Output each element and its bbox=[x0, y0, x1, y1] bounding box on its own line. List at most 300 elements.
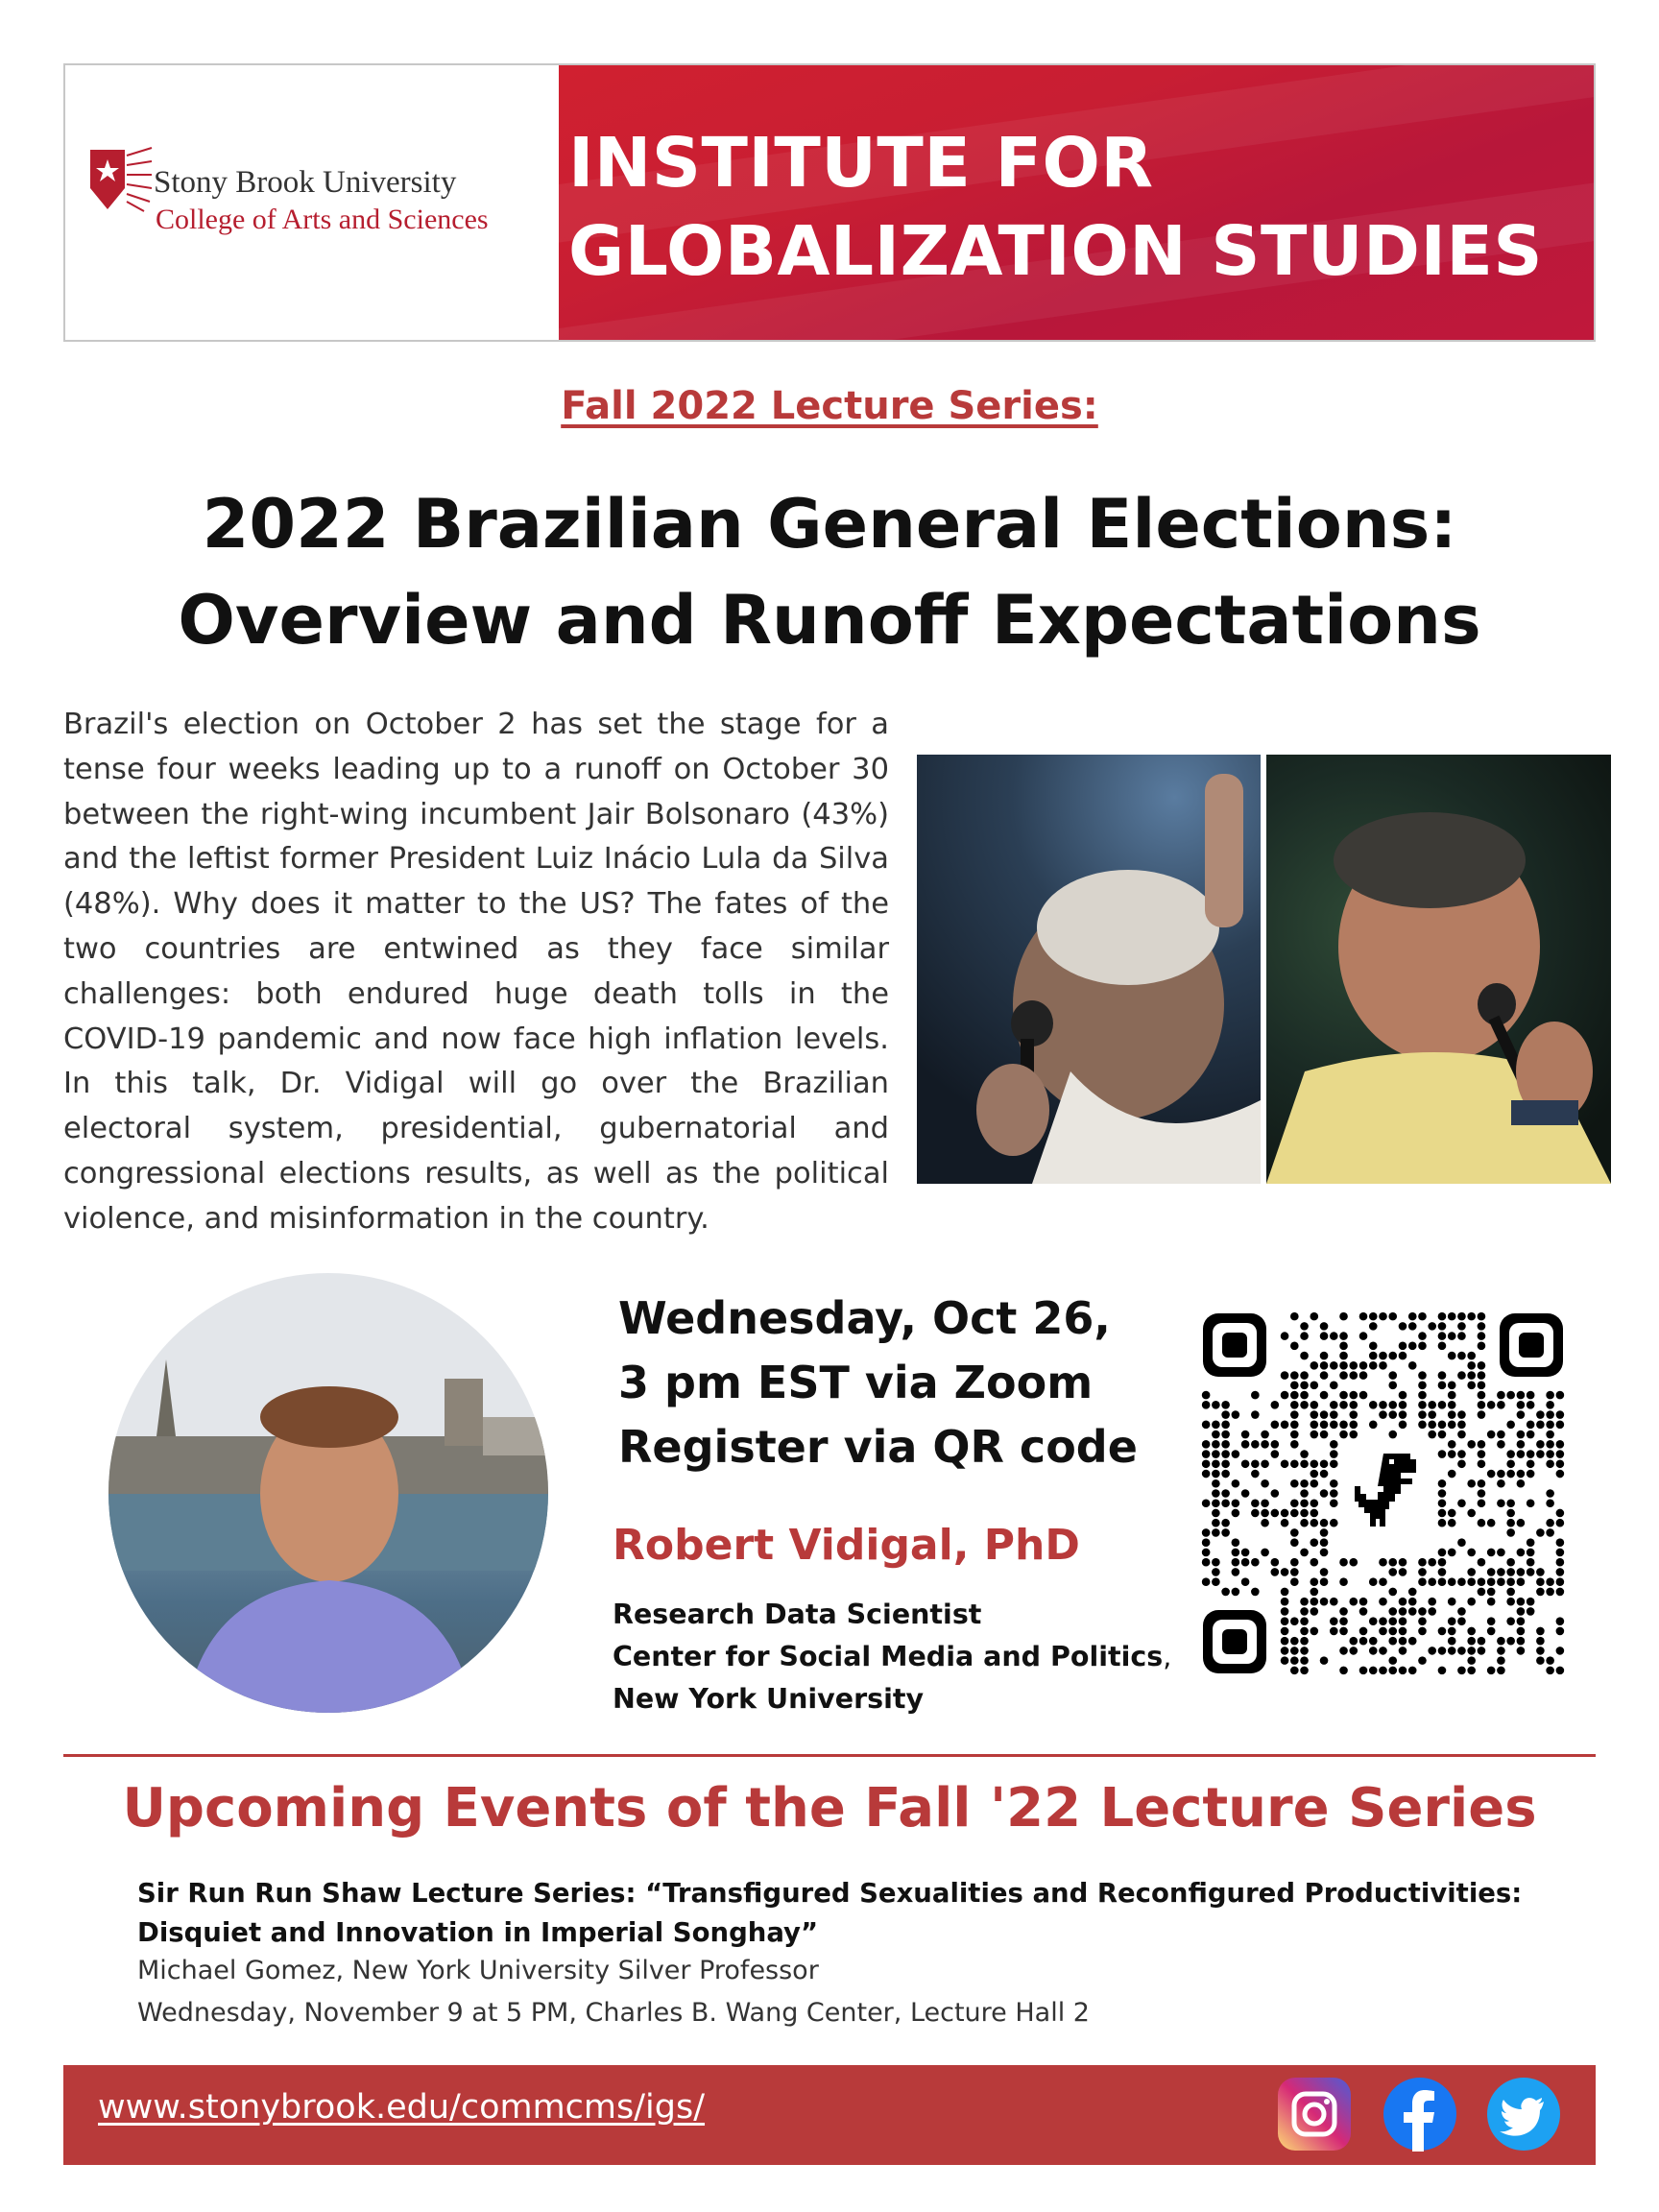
qr-dot bbox=[1261, 1519, 1269, 1527]
qr-dot bbox=[1546, 1431, 1554, 1439]
qr-dot bbox=[1212, 1528, 1220, 1537]
qr-dot bbox=[1281, 1391, 1289, 1400]
qr-dot bbox=[1556, 1450, 1565, 1458]
qr-dot bbox=[1438, 1499, 1447, 1507]
qr-dot bbox=[1320, 1322, 1329, 1331]
qr-dot bbox=[1478, 1479, 1486, 1488]
qr-dot bbox=[1428, 1607, 1436, 1616]
qr-dot bbox=[1457, 1420, 1466, 1429]
qr-dot bbox=[1241, 1440, 1250, 1449]
qr-dot bbox=[1467, 1382, 1476, 1390]
qr-dot bbox=[1438, 1577, 1447, 1586]
college-name: College of Arts and Sciences bbox=[156, 204, 489, 235]
qr-dot bbox=[1251, 1588, 1260, 1597]
qr-dot bbox=[1527, 1499, 1535, 1507]
lecture-title bbox=[0, 476, 1659, 668]
qr-dot bbox=[1457, 1322, 1466, 1331]
qr-dot bbox=[1478, 1410, 1486, 1419]
qr-dot bbox=[1438, 1549, 1447, 1557]
qr-dot bbox=[1448, 1401, 1456, 1409]
qr-dot bbox=[1497, 1499, 1505, 1507]
qr-dot bbox=[1232, 1410, 1240, 1419]
qr-dot bbox=[1536, 1440, 1545, 1449]
qr-dot bbox=[1369, 1420, 1378, 1429]
qr-dot bbox=[1388, 1352, 1397, 1360]
qr-dot bbox=[1202, 1538, 1211, 1547]
qr-dot bbox=[1506, 1391, 1515, 1400]
facebook-icon[interactable] bbox=[1382, 2077, 1457, 2152]
qr-dot bbox=[1339, 1332, 1348, 1340]
qr-dot bbox=[1290, 1577, 1299, 1586]
qr-dot bbox=[1290, 1528, 1299, 1537]
qr-dot bbox=[1467, 1440, 1476, 1449]
qr-dot bbox=[1527, 1558, 1535, 1567]
qr-dot bbox=[1506, 1499, 1515, 1507]
qr-dot bbox=[1536, 1637, 1545, 1646]
qr-dot bbox=[1339, 1371, 1348, 1380]
qr-dot bbox=[1388, 1401, 1397, 1409]
series-label: Fall 2022 Lecture Series: bbox=[561, 384, 1098, 428]
university-logo bbox=[65, 65, 561, 340]
university-name: Stony Brook University bbox=[154, 165, 457, 200]
qr-dot bbox=[1281, 1509, 1289, 1518]
qr-dot bbox=[1290, 1617, 1299, 1625]
qr-dot bbox=[1448, 1420, 1456, 1429]
qr-dot bbox=[1212, 1479, 1220, 1488]
qr-dot bbox=[1438, 1509, 1447, 1518]
qr-dot bbox=[1418, 1371, 1427, 1380]
qr-dot bbox=[1478, 1322, 1486, 1331]
qr-dot bbox=[1330, 1499, 1338, 1507]
qr-dot bbox=[1408, 1322, 1417, 1331]
qr-dot bbox=[1527, 1568, 1535, 1576]
qr-dot bbox=[1339, 1607, 1348, 1616]
qr-dot bbox=[1221, 1401, 1230, 1409]
qr-dot bbox=[1536, 1588, 1545, 1597]
qr-dot bbox=[1281, 1607, 1289, 1616]
qr-dot bbox=[1310, 1607, 1318, 1616]
twitter-icon[interactable] bbox=[1486, 2077, 1561, 2152]
qr-dot bbox=[1556, 1577, 1565, 1586]
qr-dot bbox=[1271, 1420, 1280, 1429]
qr-dot bbox=[1300, 1391, 1309, 1400]
qr-dot bbox=[1202, 1440, 1211, 1449]
qr-dot bbox=[1546, 1401, 1554, 1409]
speaker-center-row bbox=[613, 1636, 1171, 1678]
qr-dot bbox=[1320, 1568, 1329, 1576]
qr-dot bbox=[1438, 1342, 1447, 1351]
institute-title bbox=[568, 119, 1543, 296]
qr-dot bbox=[1448, 1391, 1456, 1400]
qr-dot bbox=[1212, 1489, 1220, 1498]
qr-dot bbox=[1212, 1459, 1220, 1468]
qr-dot bbox=[1369, 1322, 1378, 1331]
qr-dot bbox=[1359, 1607, 1368, 1616]
qr-dot bbox=[1359, 1371, 1368, 1380]
qr-dot bbox=[1388, 1667, 1397, 1675]
qr-dot bbox=[1339, 1312, 1348, 1321]
qr-dot bbox=[1478, 1382, 1486, 1390]
qr-dot bbox=[1379, 1312, 1387, 1321]
qr-dot bbox=[1310, 1577, 1318, 1586]
qr-dot bbox=[1369, 1647, 1378, 1655]
qr-dot bbox=[1448, 1519, 1456, 1527]
qr-dot bbox=[1438, 1371, 1447, 1380]
qr-dot bbox=[1517, 1519, 1526, 1527]
qr-dot bbox=[1388, 1637, 1397, 1646]
qr-dot bbox=[1310, 1588, 1318, 1597]
qr-dot bbox=[1320, 1549, 1329, 1557]
qr-dot bbox=[1202, 1499, 1211, 1507]
qr-dot bbox=[1556, 1519, 1565, 1527]
qr-dot bbox=[1478, 1401, 1486, 1409]
qr-dot bbox=[1320, 1459, 1329, 1468]
qr-dot bbox=[1281, 1519, 1289, 1527]
qr-dot bbox=[1517, 1607, 1526, 1616]
qr-dot bbox=[1232, 1479, 1240, 1488]
qr-dot bbox=[1536, 1410, 1545, 1419]
qr-dot bbox=[1232, 1558, 1240, 1567]
qr-dot bbox=[1379, 1352, 1387, 1360]
qr-dot bbox=[1310, 1312, 1318, 1321]
qr-dot bbox=[1330, 1519, 1338, 1527]
qr-dot bbox=[1448, 1332, 1456, 1340]
qr-dot bbox=[1478, 1391, 1486, 1400]
qr-dot bbox=[1506, 1528, 1515, 1537]
qr-dot bbox=[1467, 1577, 1476, 1586]
qr-dot bbox=[1388, 1617, 1397, 1625]
qr-dot bbox=[1330, 1401, 1338, 1409]
qr-dot bbox=[1517, 1440, 1526, 1449]
qr-dot bbox=[1349, 1598, 1358, 1606]
qr-dot bbox=[1281, 1459, 1289, 1468]
qr-dot bbox=[1300, 1322, 1309, 1331]
qr-dot bbox=[1261, 1509, 1269, 1518]
qr-dot bbox=[1467, 1509, 1476, 1518]
qr-dot bbox=[1428, 1431, 1436, 1439]
footer-bar bbox=[63, 2065, 1596, 2165]
qr-dot bbox=[1467, 1479, 1476, 1488]
qr-dot bbox=[1290, 1647, 1299, 1655]
qr-dot bbox=[1290, 1440, 1299, 1449]
qr-dot bbox=[1467, 1627, 1476, 1636]
qr-dot bbox=[1506, 1519, 1515, 1527]
qr-dot bbox=[1251, 1470, 1260, 1479]
qr-dot bbox=[1438, 1332, 1447, 1340]
qr-dot bbox=[1281, 1627, 1289, 1636]
qr-dot bbox=[1310, 1470, 1318, 1479]
qr-dot bbox=[1388, 1588, 1397, 1597]
qr-dot bbox=[1281, 1617, 1289, 1625]
qr-dot bbox=[1467, 1312, 1476, 1321]
qr-dot bbox=[1418, 1558, 1427, 1567]
qr-dot bbox=[1388, 1558, 1397, 1567]
qr-dot bbox=[1457, 1371, 1466, 1380]
qr-dot bbox=[1506, 1617, 1515, 1625]
qr-dot bbox=[1478, 1499, 1486, 1507]
qr-dot bbox=[1349, 1558, 1358, 1567]
qr-dot bbox=[1418, 1410, 1427, 1419]
upcoming-event-title-line1: Sir Run Run Shaw Lecture Series: “Transfigured Sexualities and Reconfigured Productivities: bbox=[137, 1878, 1523, 1909]
institute-band bbox=[559, 65, 1594, 340]
qr-dot bbox=[1330, 1459, 1338, 1468]
qr-dot bbox=[1478, 1332, 1486, 1340]
qr-finder-top-left bbox=[1203, 1313, 1266, 1377]
qr-dot bbox=[1517, 1577, 1526, 1586]
dino-icon bbox=[1345, 1446, 1422, 1532]
event-date: Wednesday, Oct 26, bbox=[618, 1292, 1111, 1344]
qr-dot bbox=[1339, 1420, 1348, 1429]
qr-dot bbox=[1271, 1450, 1280, 1458]
qr-dot bbox=[1271, 1509, 1280, 1518]
qr-dot bbox=[1448, 1470, 1456, 1479]
qr-dot bbox=[1556, 1558, 1565, 1567]
qr-dot bbox=[1271, 1558, 1280, 1567]
qr-dot bbox=[1399, 1401, 1407, 1409]
speaker-details bbox=[613, 1594, 1171, 1720]
qr-dot bbox=[1428, 1420, 1436, 1429]
qr-dot bbox=[1221, 1489, 1230, 1498]
qr-dot bbox=[1497, 1440, 1505, 1449]
qr-dot bbox=[1448, 1382, 1456, 1390]
qr-dot bbox=[1232, 1549, 1240, 1557]
qr-dot bbox=[1300, 1499, 1309, 1507]
qr-dot bbox=[1339, 1667, 1348, 1675]
qr-dot bbox=[1388, 1568, 1397, 1576]
qr-dot bbox=[1251, 1391, 1260, 1400]
qr-dot bbox=[1399, 1322, 1407, 1331]
qr-dot bbox=[1556, 1459, 1565, 1468]
qr-dot bbox=[1546, 1519, 1554, 1527]
qr-dot bbox=[1232, 1450, 1240, 1458]
qr-dot bbox=[1399, 1667, 1407, 1675]
qr-dot bbox=[1428, 1558, 1436, 1567]
qr-dot bbox=[1369, 1577, 1378, 1586]
qr-dot bbox=[1339, 1577, 1348, 1586]
qr-dot bbox=[1202, 1558, 1211, 1567]
qr-dot bbox=[1467, 1371, 1476, 1380]
qr-dot bbox=[1300, 1637, 1309, 1646]
qr-dot bbox=[1506, 1450, 1515, 1458]
qr-dot bbox=[1506, 1637, 1515, 1646]
qr-dot bbox=[1388, 1627, 1397, 1636]
qr-dot bbox=[1487, 1667, 1496, 1675]
qr-dot bbox=[1408, 1637, 1417, 1646]
qr-dot bbox=[1232, 1568, 1240, 1576]
qr-dot bbox=[1290, 1410, 1299, 1419]
lula-photo bbox=[917, 755, 1261, 1184]
qr-dot bbox=[1310, 1538, 1318, 1547]
lecture-description: Brazil's election on October 2 has set the stage for a tense four weeks leading up to a runoff on October 30 between the right-wing incumbent Jair Bolsonaro (43%) and the leftist former President Luiz Inácio Lula da Silva (48%). Why does it matter to the US? The fates of the two countries are entwined as they face similar challenges: both endured huge death tolls in the COVID-19 pandemic and now face high inflation levels. In this talk, Dr. Vidigal will go over the Brazilian electoral system, presidential, gubernatorial and congressional elections results, as well as the political violence, and misinformation in the country. bbox=[63, 708, 889, 1236]
qr-dot bbox=[1418, 1568, 1427, 1576]
qr-dot bbox=[1487, 1470, 1496, 1479]
qr-dot bbox=[1506, 1459, 1515, 1468]
qr-dot bbox=[1379, 1627, 1387, 1636]
qr-dot bbox=[1457, 1332, 1466, 1340]
qr-dot bbox=[1221, 1588, 1230, 1597]
institute-title-line1: INSTITUTE FOR bbox=[568, 123, 1154, 203]
qr-dot bbox=[1281, 1568, 1289, 1576]
qr-dot bbox=[1300, 1607, 1309, 1616]
qr-dot bbox=[1320, 1470, 1329, 1479]
qr-dot bbox=[1310, 1598, 1318, 1606]
qr-dot bbox=[1221, 1519, 1230, 1527]
qr-dot bbox=[1399, 1420, 1407, 1429]
qr-dot bbox=[1457, 1647, 1466, 1655]
qr-dot bbox=[1349, 1431, 1358, 1439]
qr-dot bbox=[1399, 1598, 1407, 1606]
sbu-rays-icon bbox=[125, 146, 154, 213]
qr-dot bbox=[1330, 1479, 1338, 1488]
qr-dot bbox=[1556, 1627, 1565, 1636]
qr-dot bbox=[1408, 1667, 1417, 1675]
speaker-university: New York University bbox=[613, 1683, 925, 1715]
qr-dot bbox=[1212, 1577, 1220, 1586]
qr-dot bbox=[1546, 1588, 1554, 1597]
qr-dot bbox=[1478, 1558, 1486, 1567]
qr-dot bbox=[1330, 1440, 1338, 1449]
qr-dot bbox=[1369, 1617, 1378, 1625]
qr-dot bbox=[1261, 1459, 1269, 1468]
qr-dot bbox=[1497, 1549, 1505, 1557]
qr-dot bbox=[1438, 1450, 1447, 1458]
qr-dot bbox=[1556, 1568, 1565, 1576]
qr-dot bbox=[1251, 1440, 1260, 1449]
qr-dot bbox=[1241, 1459, 1250, 1468]
qr-dot bbox=[1467, 1568, 1476, 1576]
qr-dot bbox=[1320, 1519, 1329, 1527]
qr-dot bbox=[1241, 1558, 1250, 1567]
qr-dot bbox=[1399, 1352, 1407, 1360]
qr-dot bbox=[1320, 1420, 1329, 1429]
qr-dot bbox=[1517, 1627, 1526, 1636]
qr-dot bbox=[1438, 1519, 1447, 1527]
qr-dot bbox=[1467, 1361, 1476, 1370]
qr-dot bbox=[1221, 1410, 1230, 1419]
qr-dot bbox=[1349, 1647, 1358, 1655]
qr-dot bbox=[1448, 1598, 1456, 1606]
qr-dot bbox=[1497, 1391, 1505, 1400]
qr-dot bbox=[1330, 1361, 1338, 1370]
qr-dot bbox=[1497, 1647, 1505, 1655]
qr-dot bbox=[1448, 1410, 1456, 1419]
qr-dot bbox=[1320, 1332, 1329, 1340]
qr-dot bbox=[1369, 1312, 1378, 1321]
qr-dot bbox=[1517, 1598, 1526, 1606]
qr-dot bbox=[1448, 1617, 1456, 1625]
qr-dot bbox=[1290, 1538, 1299, 1547]
qr-dot bbox=[1212, 1450, 1220, 1458]
qr-dot bbox=[1556, 1410, 1565, 1419]
lula-photo-art bbox=[917, 755, 1261, 1184]
qr-dot bbox=[1202, 1401, 1211, 1409]
qr-dot bbox=[1349, 1391, 1358, 1400]
qr-dot bbox=[1251, 1459, 1260, 1468]
qr-dot bbox=[1330, 1617, 1338, 1625]
qr-dot bbox=[1310, 1410, 1318, 1419]
qr-dot bbox=[1457, 1607, 1466, 1616]
website-link[interactable]: www.stonybrook.edu/commcms/igs/ bbox=[98, 2088, 706, 2127]
qr-dot bbox=[1221, 1459, 1230, 1468]
qr-dot bbox=[1221, 1440, 1230, 1449]
qr-dot bbox=[1290, 1637, 1299, 1646]
qr-dot bbox=[1320, 1391, 1329, 1400]
qr-dot bbox=[1369, 1342, 1378, 1351]
registration-qr-code[interactable] bbox=[1201, 1311, 1565, 1675]
qr-dot bbox=[1506, 1577, 1515, 1586]
qr-dot bbox=[1438, 1479, 1447, 1488]
qr-dot bbox=[1251, 1499, 1260, 1507]
qr-dot bbox=[1339, 1401, 1348, 1409]
bolsonaro-photo bbox=[1266, 755, 1611, 1184]
qr-dot bbox=[1467, 1352, 1476, 1360]
qr-dot bbox=[1399, 1607, 1407, 1616]
qr-dot bbox=[1536, 1577, 1545, 1586]
qr-dot bbox=[1379, 1667, 1387, 1675]
qr-dot bbox=[1399, 1637, 1407, 1646]
instagram-icon[interactable] bbox=[1277, 2077, 1352, 2152]
qr-dot bbox=[1497, 1470, 1505, 1479]
qr-dot bbox=[1320, 1431, 1329, 1439]
qr-dot bbox=[1536, 1656, 1545, 1665]
qr-dot bbox=[1320, 1577, 1329, 1586]
qr-dot bbox=[1546, 1440, 1554, 1449]
qr-dot bbox=[1212, 1470, 1220, 1479]
qr-dot bbox=[1487, 1617, 1496, 1625]
qr-dot bbox=[1310, 1509, 1318, 1518]
qr-dot bbox=[1330, 1382, 1338, 1390]
qr-dot bbox=[1241, 1577, 1250, 1586]
qr-dot bbox=[1546, 1450, 1554, 1458]
qr-dot bbox=[1212, 1401, 1220, 1409]
qr-dot bbox=[1349, 1637, 1358, 1646]
qr-dot bbox=[1418, 1342, 1427, 1351]
qr-dot bbox=[1232, 1499, 1240, 1507]
speaker-name: Robert Vidigal, PhD bbox=[613, 1521, 1080, 1570]
qr-dot bbox=[1556, 1420, 1565, 1429]
qr-dot bbox=[1438, 1312, 1447, 1321]
qr-dot bbox=[1300, 1509, 1309, 1518]
qr-finder-bottom-left bbox=[1203, 1610, 1266, 1673]
qr-dot bbox=[1320, 1598, 1329, 1606]
qr-dot bbox=[1359, 1637, 1368, 1646]
qr-dot bbox=[1418, 1332, 1427, 1340]
qr-dot bbox=[1232, 1509, 1240, 1518]
qr-dot bbox=[1290, 1391, 1299, 1400]
qr-dot bbox=[1221, 1431, 1230, 1439]
qr-dot bbox=[1418, 1656, 1427, 1665]
qr-dot bbox=[1271, 1401, 1280, 1409]
qr-dot bbox=[1546, 1577, 1554, 1586]
speaker-center: Center for Social Media and Politics bbox=[613, 1641, 1164, 1672]
qr-dot bbox=[1290, 1656, 1299, 1665]
upcoming-event-when: Wednesday, November 9 at 5 PM, Charles B. Wang Center, Lecture Hall 2 bbox=[137, 1998, 1090, 2028]
qr-dot bbox=[1369, 1361, 1378, 1370]
qr-dot bbox=[1330, 1627, 1338, 1636]
qr-dot bbox=[1418, 1607, 1427, 1616]
qr-dot bbox=[1241, 1549, 1250, 1557]
qr-dot bbox=[1212, 1509, 1220, 1518]
qr-dot bbox=[1300, 1598, 1309, 1606]
qr-dot bbox=[1408, 1312, 1417, 1321]
qr-dot bbox=[1271, 1440, 1280, 1449]
qr-dot bbox=[1497, 1667, 1505, 1675]
qr-dot bbox=[1388, 1607, 1397, 1616]
qr-dot bbox=[1556, 1538, 1565, 1547]
bolsonaro-photo-art bbox=[1266, 755, 1611, 1184]
qr-dot bbox=[1399, 1627, 1407, 1636]
qr-dot bbox=[1359, 1598, 1368, 1606]
